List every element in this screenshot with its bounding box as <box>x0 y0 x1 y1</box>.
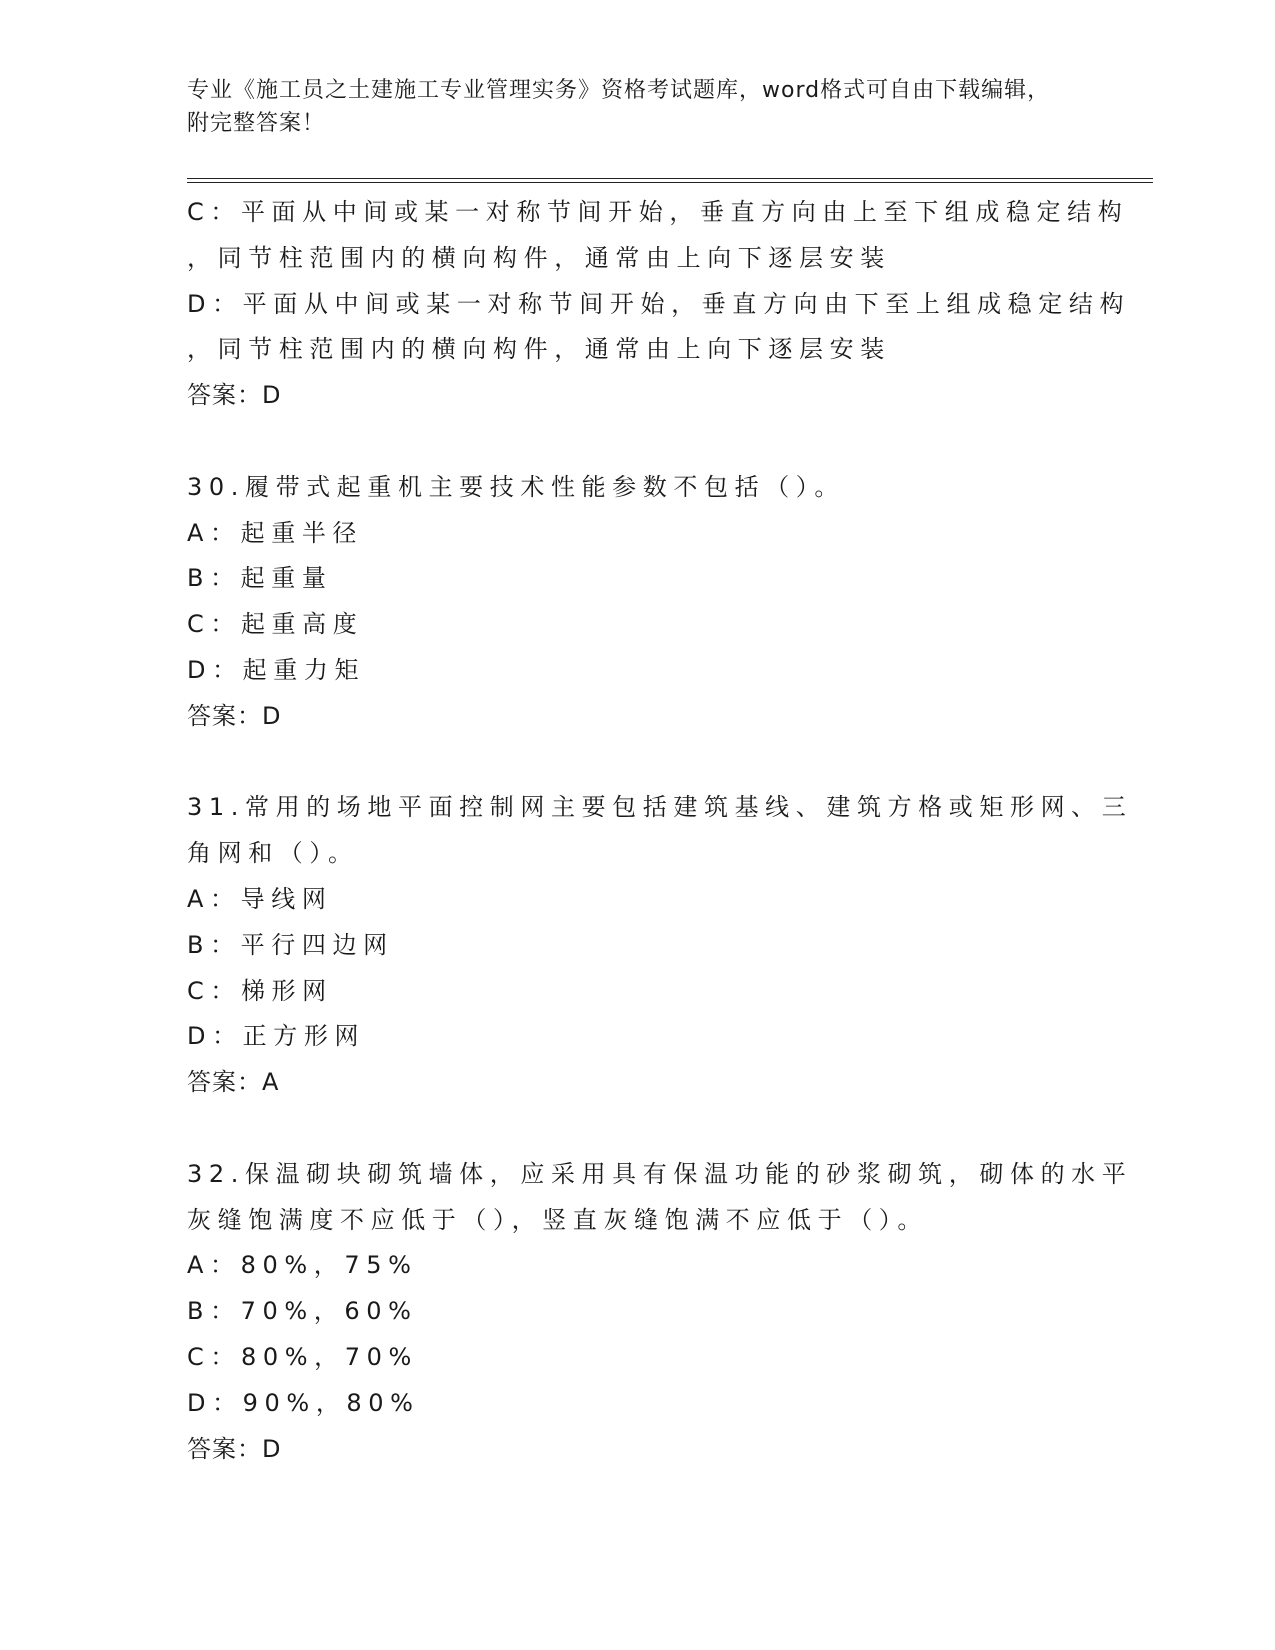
option-line: D：平面从中间或某一对称节间开始，垂直方向由下至上组成稳定结构 <box>187 289 1131 318</box>
question-block-30 <box>187 465 1087 740</box>
question-block-29 <box>187 190 1131 419</box>
option-line: B：起重量 <box>187 564 333 593</box>
option-line: A：80%，75% <box>187 1251 418 1280</box>
option-line: ，同节柱范围内的横向构件，通常由上向下逐层安装 <box>187 335 891 364</box>
question-stem: 角网和（）。 <box>187 839 359 868</box>
option-line: D：正方形网 <box>187 1022 366 1051</box>
question-stem: 30.履带式起重机主要技术性能参数不包括（）。 <box>187 472 845 501</box>
option-line: C：梯形网 <box>187 976 333 1005</box>
spacer <box>187 419 1087 465</box>
document-header: 专业《施工员之土建施工专业管理实务》资格考试题库，word格式可自由下载编辑，附完整答案！ <box>187 78 1051 136</box>
answer-line: 答案：A <box>187 1068 280 1097</box>
question-stem: 31.常用的场地平面控制网主要包括建筑基线、建筑方格或矩形网、三 <box>187 793 1133 822</box>
option-line: ，同节柱范围内的横向构件，通常由上向下逐层安装 <box>187 243 891 272</box>
question-block-32 <box>187 1152 1133 1473</box>
question-stem: 32.保温砌块砌筑墙体，应采用具有保温功能的砂浆砌筑，砌体的水平 <box>187 1159 1133 1188</box>
option-line: B：平行四边网 <box>187 930 394 959</box>
option-line: C：平面从中间或某一对称节间开始，垂直方向由上至下组成稳定结构 <box>187 198 1129 226</box>
answer-line: 答案：D <box>187 701 282 730</box>
question-stem: 灰缝饱满度不应低于（），竖直灰缝饱满不应低于（）。 <box>187 1205 928 1234</box>
answer-line: 答案：D <box>187 381 282 410</box>
question-list <box>187 190 1133 1472</box>
answer-line: 答案：D <box>187 1434 282 1463</box>
option-line: D：起重力矩 <box>187 655 366 684</box>
option-line: C：起重高度 <box>187 610 364 639</box>
spacer <box>187 1106 1087 1152</box>
header-rule-top <box>187 178 1153 179</box>
spacer <box>187 740 1087 786</box>
option-line: D：90%，80% <box>187 1388 420 1417</box>
question-block-31 <box>187 785 1133 1106</box>
option-line: A：导线网 <box>187 884 333 913</box>
option-line: B：70%，60% <box>187 1297 418 1326</box>
option-line: A：起重半径 <box>187 518 364 547</box>
option-line: C：80%，70% <box>187 1342 418 1371</box>
header-rule-bottom <box>187 182 1153 183</box>
